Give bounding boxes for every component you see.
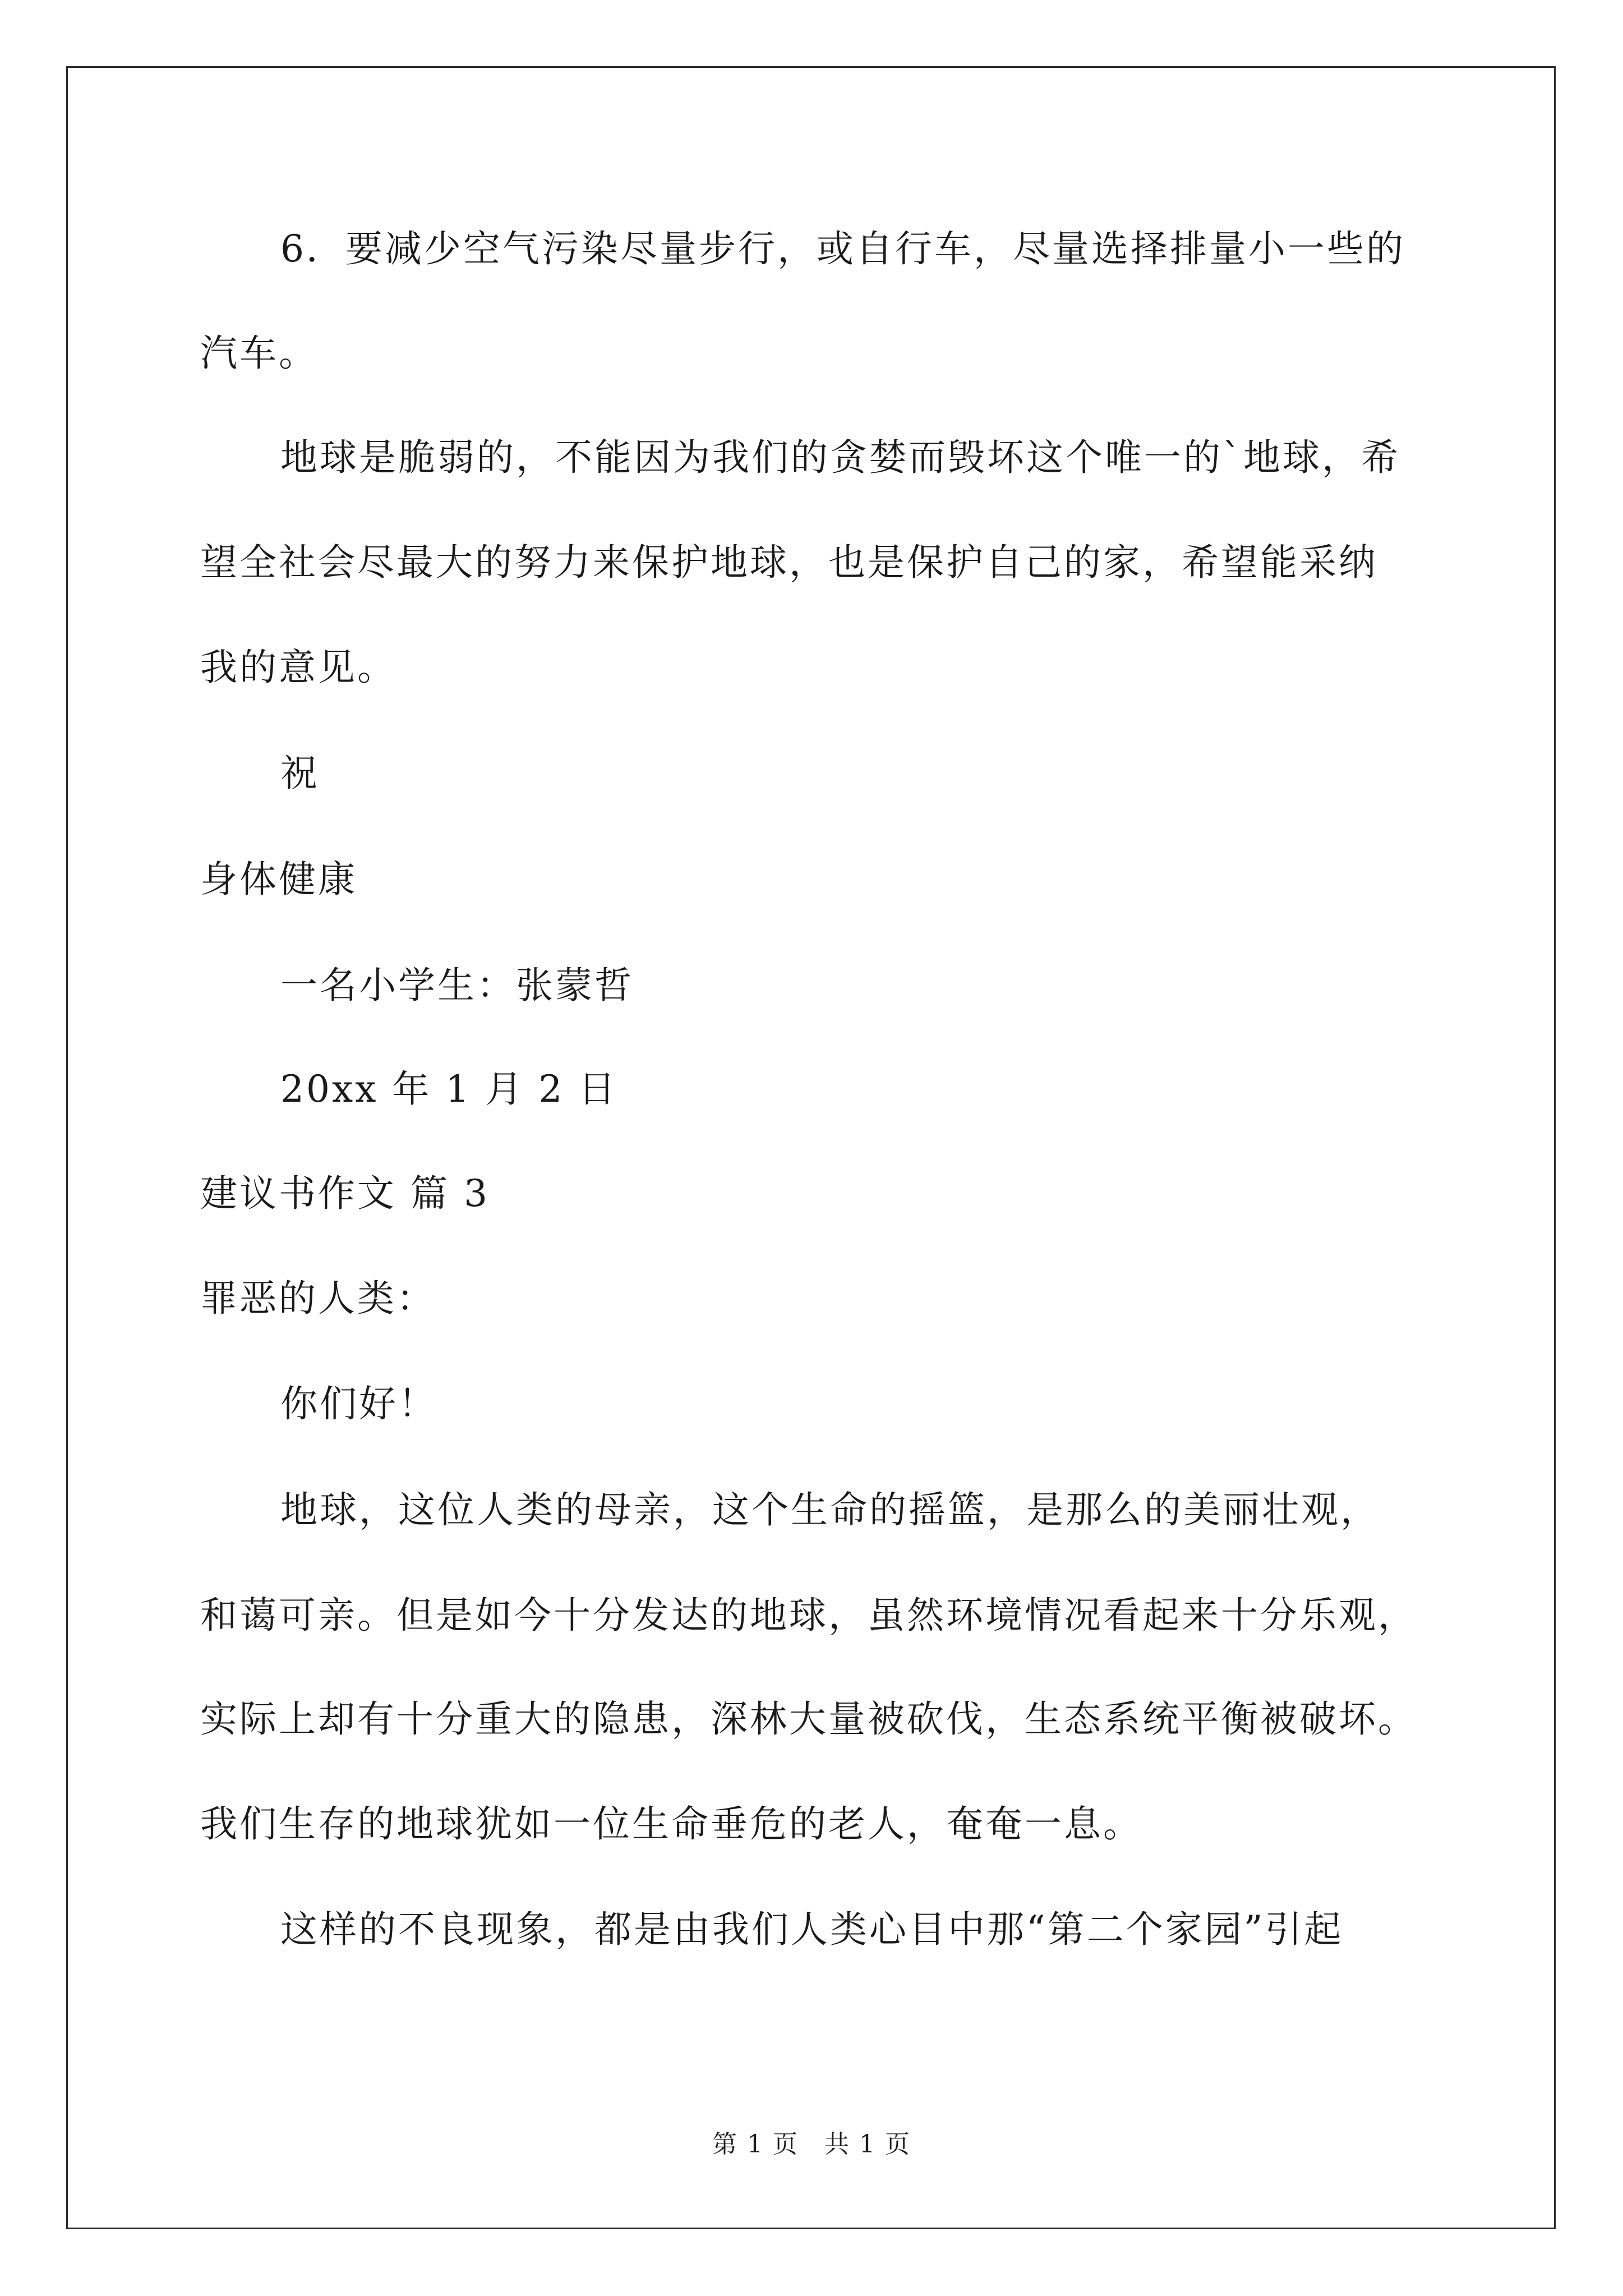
paragraph-2-line-1: 地球是脆弱的，不能因为我们的贪婪而毁坏这个唯一的`地球，希 xyxy=(280,436,1400,479)
salutation: 罪恶的人类： xyxy=(200,1277,436,1320)
paragraph-2-line-2: 望全社会尽最大的努力来保护地球，也是保护自己的家，希望能采纳 xyxy=(200,541,1378,584)
letter-date: 20xx 年 1 月 2 日 xyxy=(280,1068,618,1111)
signature: 一名小学生：张蒙哲 xyxy=(280,964,634,1007)
paragraph-10-line-2: 和蔼可亲。但是如今十分发达的地球，虽然环境情况看起来十分乐观， xyxy=(200,1594,1417,1637)
page-number: 第 1 页 共 1 页 xyxy=(712,2130,911,2159)
page-border xyxy=(66,66,1556,2229)
paragraph-11-line-1: 这样的不良现象，都是由我们人类心目中那“第二个家园”引起 xyxy=(280,1908,1344,1951)
paragraph-1-line-1: 6．要减少空气污染尽量步行，或自行车，尽量选择排量小一些的 xyxy=(280,227,1405,270)
greeting: 你们好！ xyxy=(280,1382,437,1425)
paragraph-10-line-3: 实际上却有十分重大的隐患，深林大量被砍伐，生态系统平衡被破坏。 xyxy=(200,1697,1417,1741)
paragraph-10-line-4: 我们生存的地球犹如一位生命垂危的老人，奄奄一息。 xyxy=(200,1802,1142,1846)
paragraph-10-line-1: 地球，这位人类的母亲，这个生命的摇篮，是那么的美丽壮观， xyxy=(280,1488,1380,1531)
closing-wish: 祝 xyxy=(280,752,320,795)
paragraph-1-line-2: 汽车。 xyxy=(200,332,318,375)
paragraph-2-line-3: 我的意见。 xyxy=(200,646,396,689)
section-heading: 建议书作文 篇 3 xyxy=(200,1172,490,1215)
closing-blessing: 身体健康 xyxy=(200,858,357,901)
